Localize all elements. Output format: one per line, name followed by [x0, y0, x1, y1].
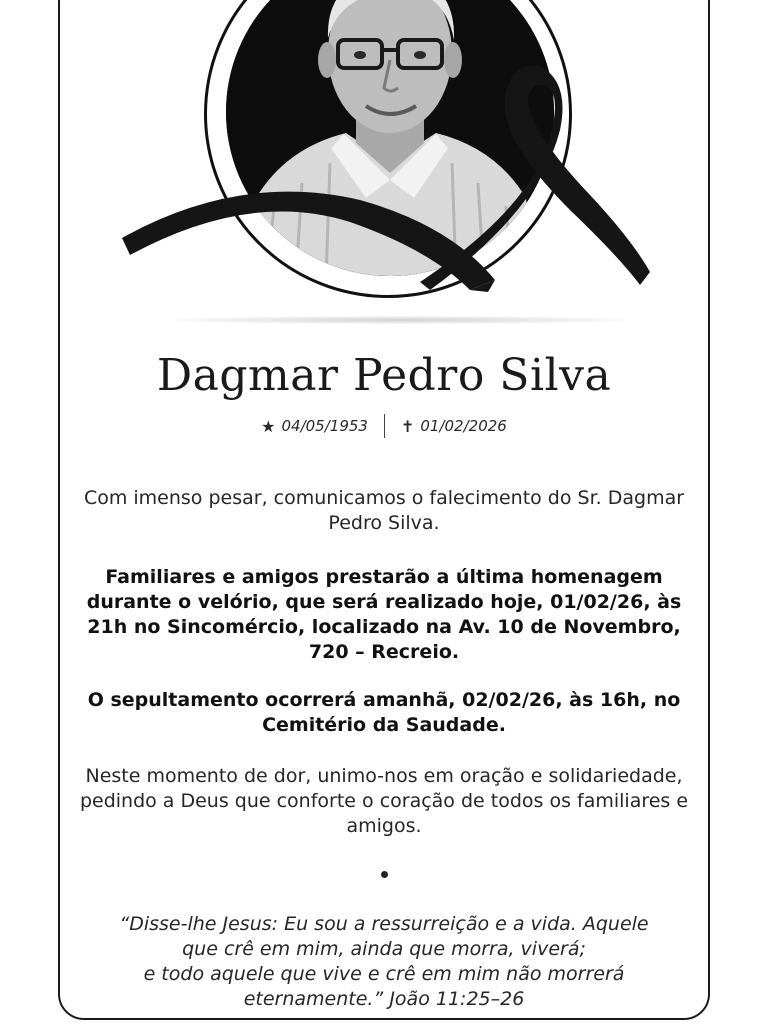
mourning-ribbon-icon	[0, 0, 768, 330]
birth-date: 04/05/1953	[281, 417, 368, 435]
verse-line: que crê em mim, ainda que morra, viverá;	[182, 938, 586, 960]
life-dates	[0, 414, 768, 438]
deceased-name: Dagmar Pedro Silva	[156, 350, 612, 401]
verse-line: “Disse-lhe Jesus: Eu sou a ressurreição e a vida. Aquele	[119, 913, 649, 935]
portrait-shadow	[170, 316, 630, 324]
verse-line: eternamente.”	[243, 988, 384, 1010]
star-icon: ★	[261, 416, 276, 436]
bible-verse	[70, 912, 698, 1012]
portrait-section	[0, 0, 768, 330]
burial-paragraph: O sepultamento ocorrerá amanhã, 02/02/26, às 16h, no Cemitério da Saudade.	[87, 689, 681, 736]
verse-reference: João 11:25–26	[389, 988, 525, 1010]
separator-dot	[381, 871, 388, 878]
wake-paragraph: Familiares e amigos prestarão a última homenagem durante o velório, que será realizado hoje, 01/02/26, às 21h no Sincomércio, localizado na Av. 10 de Novembro, 720 – Recreio.	[86, 566, 682, 663]
announcement-paragraph: Com imenso pesar, comunicamos o falecimento do Sr. Dagmar Pedro Silva.	[83, 487, 685, 534]
cross-icon: ✝	[400, 416, 415, 436]
verse-line: e todo aquele que vive e crê em mim não morrerá	[143, 963, 625, 985]
date-divider	[384, 414, 385, 438]
prayer-paragraph: Neste momento de dor, unimo-nos em oração e solidariedade, pedindo a Deus que conforte o coração de todos os familiares e amigos.	[79, 765, 689, 837]
death-date: 01/02/2026	[420, 417, 507, 435]
